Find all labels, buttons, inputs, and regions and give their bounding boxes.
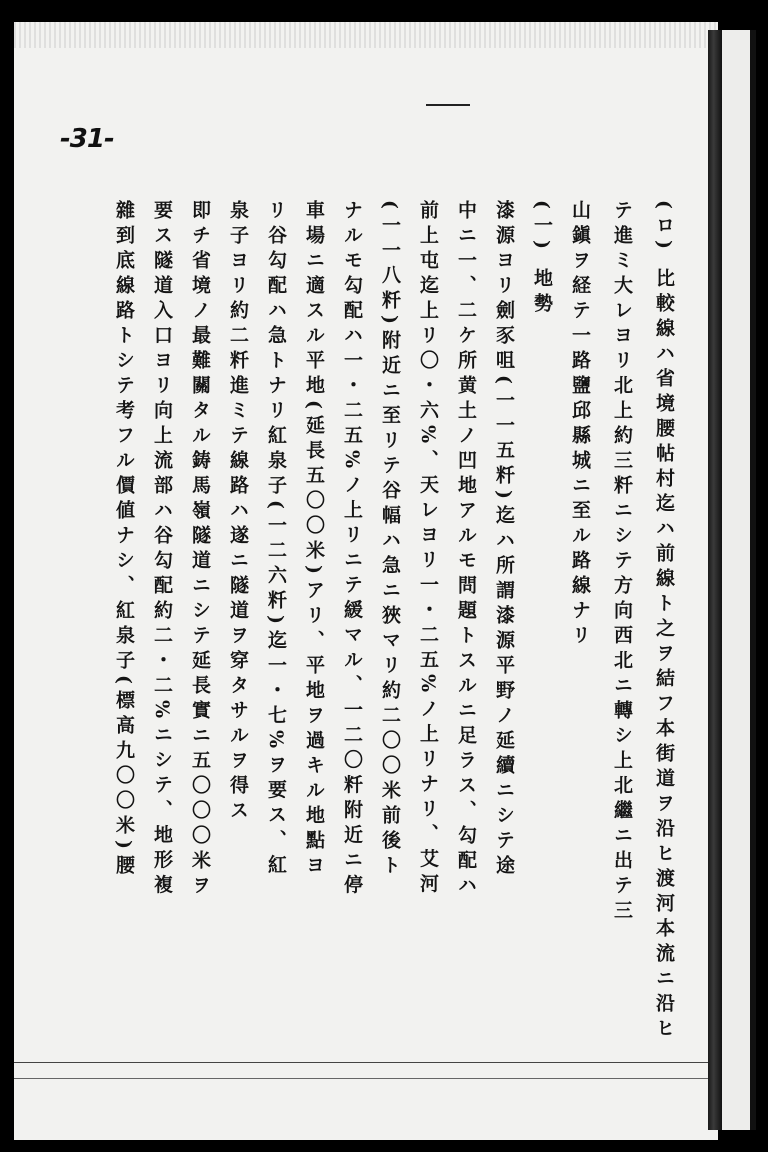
text-column: 即チ省境ノ最難關タル鋳馬嶺隧道ニシテ延長實ニ五〇〇〇米ヲ [189,200,211,900]
book-spine [708,30,722,1130]
text-column: テ進ミ大レヨリ北上約三粁ニシテ方向西北ニ轉シ上北繼ニ出テ三 [611,200,633,925]
text-column: (一一八粁)附近ニ至リテ谷幅ハ急ニ狹マリ約二〇〇米前後ト [379,200,401,880]
bottom-rule [14,1062,708,1063]
text-column: リ谷勾配ハ急トナリ紅泉子(一二六粁)迄一・七%ヲ要ス、紅 [265,200,287,880]
text-column: 泉子ヨリ約二粁進ミテ線路ハ遂ニ隧道ヲ穿タサルヲ得ス [227,200,249,825]
text-column: 漆源ヨリ劍豕咀(一一五粁)迄ハ所謂漆源平野ノ延續ニシテ途 [493,200,515,880]
text-column: 山鎭ヲ経テ一路鹽邱縣城ニ至ル路線ナリ [569,200,591,650]
page-number: -31- [60,124,114,154]
text-column: 車場ニ適スル平地(延長五〇〇米)アリ、平地ヲ過キル地點ヨ [303,200,325,880]
text-column: 雜到底線路トシテ考フル價値ナシ、紅泉子(標高九〇〇米)腰 [113,200,135,880]
section-heading: (一) 地勢 [531,200,553,318]
scan-border [750,30,756,1130]
text-column: 要ス隧道入口ヨリ向上流部ハ谷勾配約二・二%ニシテ、地形複 [151,200,173,900]
text-column: 前上屯迄上リ〇・六%、天レヨリ一・二五%ノ上リナリ、艾河 [417,200,439,899]
text-column: 中ニ一、二ケ所黄土ノ凹地アルモ問題トスルニ足ラス、勾配ハ [455,200,477,900]
bottom-rule [14,1078,708,1079]
header-rule [426,104,470,106]
text-column: ナルモ勾配ハ一・二五%ノ上リニテ緩マル、一二〇粁附近ニ停 [341,200,363,900]
facing-page-edge [722,30,750,1130]
text-column: (ロ) 比較線ハ省境腰帖村迄ハ前線ト之ヲ結フ本街道ヲ沿ヒ渡河本流ニ沿ヒ [653,200,675,1043]
